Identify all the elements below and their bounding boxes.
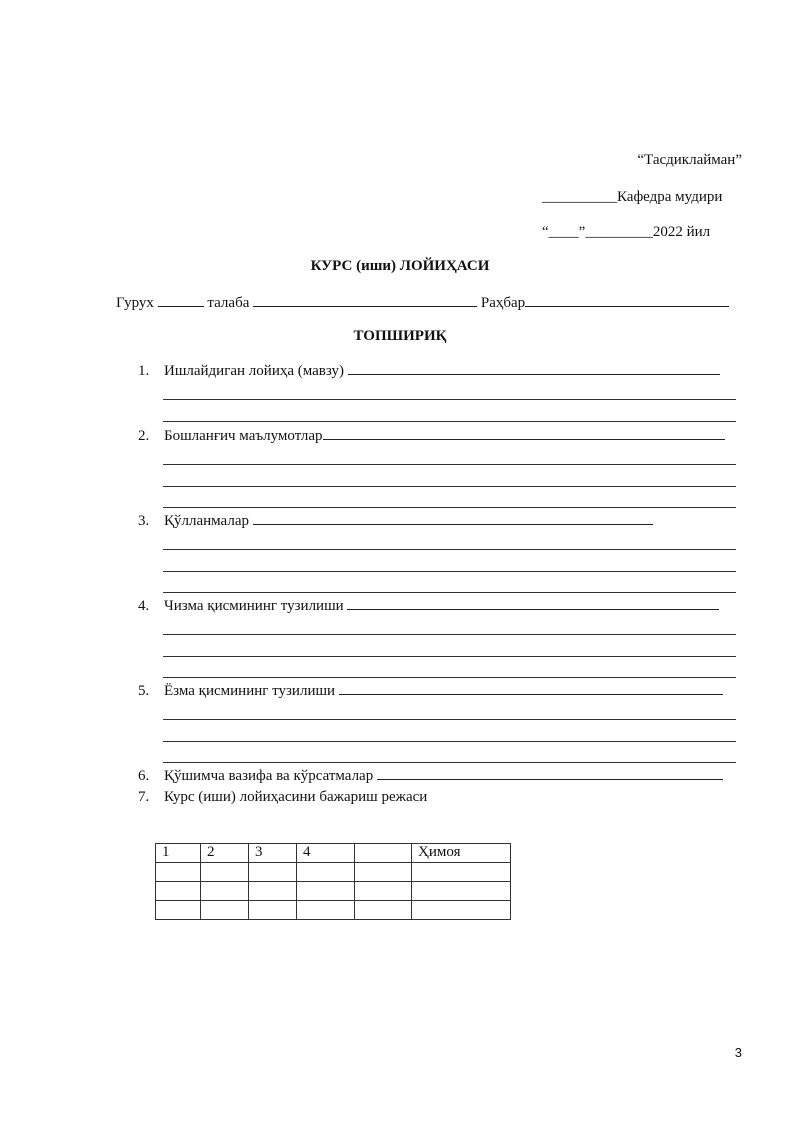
student-field[interactable] <box>253 294 477 307</box>
department-head-line <box>542 189 722 206</box>
group-label: Гурух <box>116 295 154 311</box>
answer-line[interactable] <box>163 399 736 400</box>
item-label: Қўшимча вазифа ва кўрсатмалар <box>164 768 374 784</box>
table-cell[interactable] <box>156 901 201 920</box>
table-cell[interactable] <box>297 901 355 920</box>
date-quote-close: ” <box>578 224 586 240</box>
date-line <box>542 224 710 241</box>
plan-table <box>155 843 511 920</box>
table-cell[interactable] <box>355 863 412 882</box>
answer-line[interactable] <box>163 507 736 508</box>
answer-line[interactable] <box>163 762 736 763</box>
list-item <box>138 427 742 445</box>
table-header-cell: 2 <box>201 844 249 863</box>
table-cell[interactable] <box>355 882 412 901</box>
page-number: 3 <box>734 1045 742 1060</box>
table-cell[interactable] <box>249 901 297 920</box>
answer-line[interactable] <box>163 421 736 422</box>
answer-line[interactable] <box>163 549 736 550</box>
table-cell[interactable] <box>355 901 412 920</box>
item-field[interactable] <box>339 682 723 695</box>
item-number: 6. <box>138 768 150 784</box>
item-label: Ишлайдиган лойиҳа (мавзу) <box>164 363 344 379</box>
answer-line[interactable] <box>163 741 736 742</box>
item-label: Чизма қисмининг тузилиши <box>164 598 344 614</box>
group-field[interactable] <box>158 294 204 307</box>
answer-line[interactable] <box>163 719 736 720</box>
table-header-cell: 1 <box>156 844 201 863</box>
list-item <box>138 597 742 615</box>
table-row <box>156 882 511 901</box>
table-cell[interactable] <box>201 863 249 882</box>
item-label: Бошланғич маълумотлар <box>164 428 323 444</box>
table-header-cell: 4 <box>297 844 355 863</box>
answer-line[interactable] <box>163 571 736 572</box>
item-number: 7. <box>138 789 150 805</box>
table-header-cell <box>355 844 412 863</box>
item-field[interactable] <box>377 767 723 780</box>
table-cell[interactable] <box>156 863 201 882</box>
table-row <box>156 863 511 882</box>
item-number: 3. <box>138 513 150 529</box>
approval-stamp-text: “Тасдиклайман” <box>637 152 742 168</box>
list-item <box>138 362 742 380</box>
item-number: 1. <box>138 363 150 379</box>
department-head-label: Кафедра мудири <box>617 189 723 205</box>
item-field[interactable] <box>253 512 653 525</box>
table-header-cell: Ҳимоя <box>412 844 511 863</box>
table-cell[interactable] <box>201 882 249 901</box>
year-label: 2022 йил <box>652 224 711 240</box>
item-label: Ёзма қисмининг тузилиши <box>164 683 336 699</box>
table-cell[interactable] <box>249 863 297 882</box>
item-number: 4. <box>138 598 150 614</box>
task-title: ТОПШИРИҚ <box>353 328 447 344</box>
date-quote-open: “ <box>542 224 549 240</box>
answer-line[interactable] <box>163 592 736 593</box>
table-cell[interactable] <box>412 863 511 882</box>
table-header-cell: 3 <box>249 844 297 863</box>
table-cell[interactable] <box>156 882 201 901</box>
student-label: талаба <box>207 295 250 311</box>
list-item <box>138 682 742 700</box>
table-cell[interactable] <box>297 882 355 901</box>
list-item <box>138 767 742 785</box>
document-title: КУРС (иши) ЛОЙИҲАСИ <box>310 258 490 274</box>
table-row <box>156 901 511 920</box>
table-cell[interactable] <box>249 882 297 901</box>
list-item <box>138 512 742 530</box>
answer-line[interactable] <box>163 677 736 678</box>
signature-blank[interactable]: __________ <box>542 189 617 205</box>
table-cell[interactable] <box>297 863 355 882</box>
item-number: 5. <box>138 683 150 699</box>
answer-line[interactable] <box>163 486 736 487</box>
group-student-supervisor-line <box>116 294 729 312</box>
answer-line[interactable] <box>163 634 736 635</box>
item-label: Курс (иши) лойиҳасини бажариш режаси <box>164 789 428 805</box>
table-cell[interactable] <box>201 901 249 920</box>
table-cell[interactable] <box>412 901 511 920</box>
month-blank[interactable]: _________ <box>585 224 653 240</box>
item-number: 2. <box>138 428 150 444</box>
item-field[interactable] <box>323 427 725 440</box>
item-label: Қўлланмалар <box>164 513 249 529</box>
table-header-row <box>156 844 511 863</box>
answer-line[interactable] <box>163 656 736 657</box>
item-field[interactable] <box>347 597 719 610</box>
item-field[interactable] <box>348 362 720 375</box>
table-cell[interactable] <box>412 882 511 901</box>
list-item <box>138 789 742 806</box>
supervisor-field[interactable] <box>525 294 729 307</box>
day-blank[interactable]: ____ <box>548 224 579 240</box>
answer-line[interactable] <box>163 464 736 465</box>
supervisor-label: Раҳбар <box>480 295 526 311</box>
